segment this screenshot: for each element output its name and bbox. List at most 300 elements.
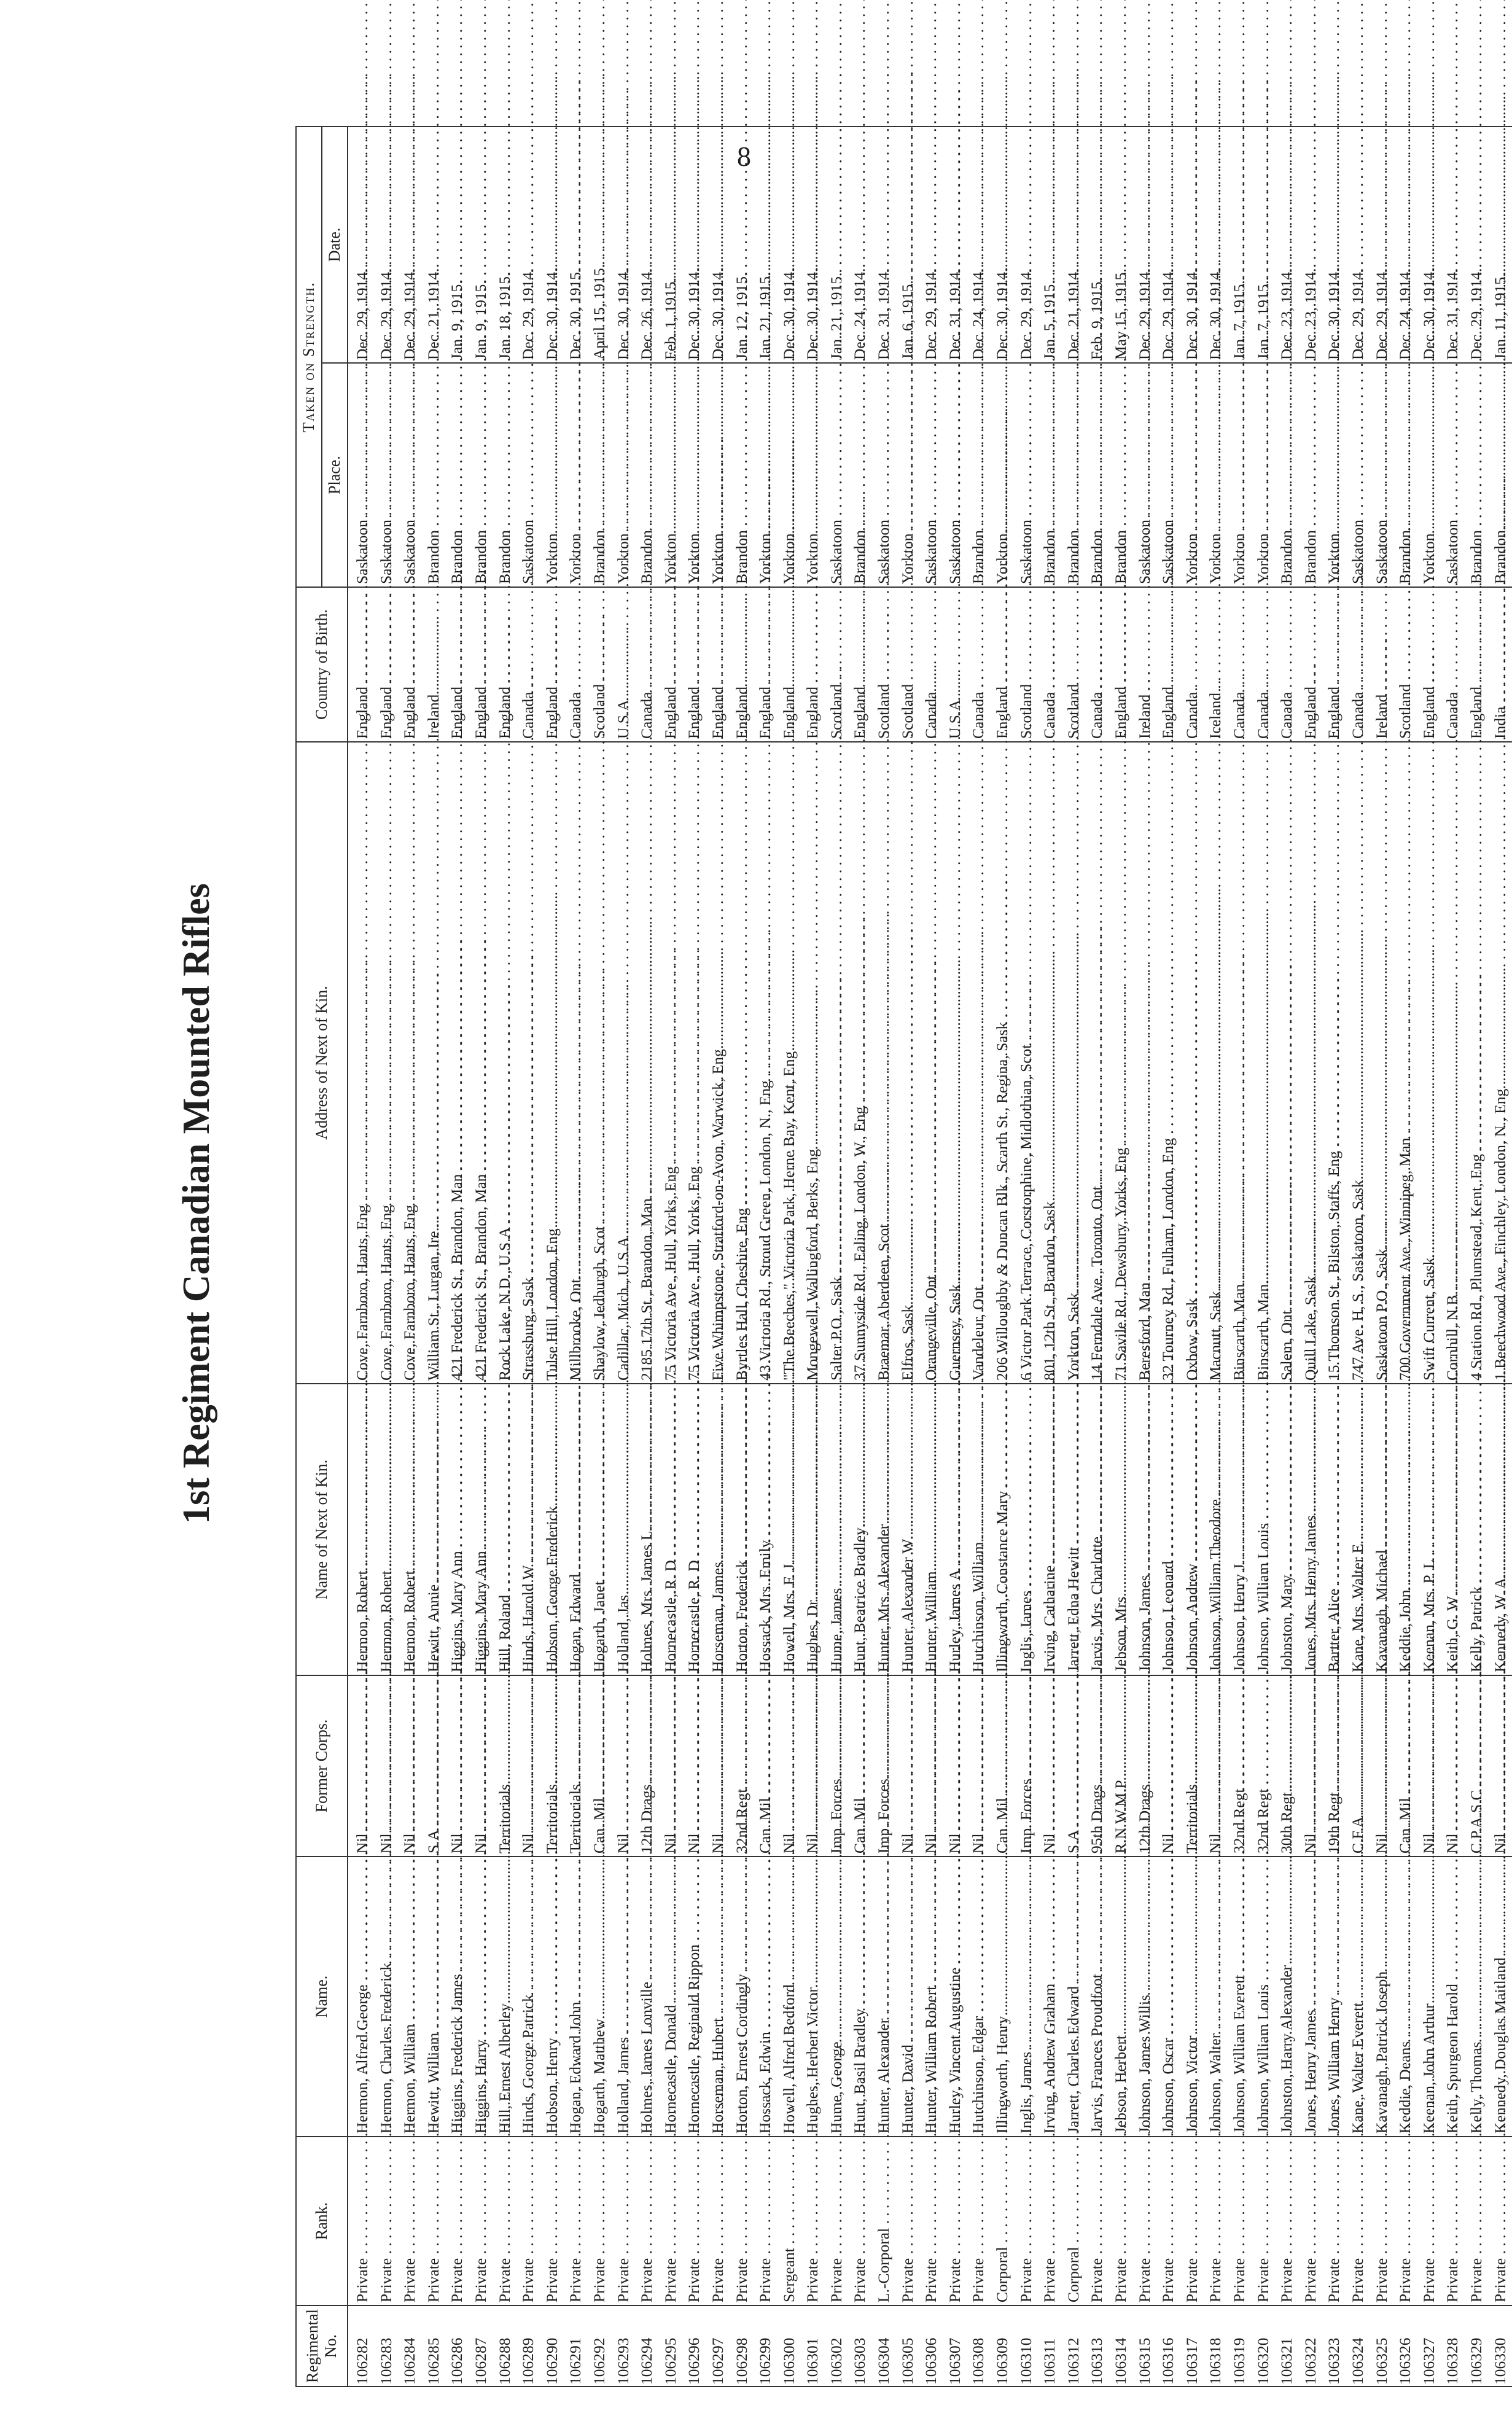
cell-date: Dec. 31, 1914.	[943, 127, 967, 363]
cell-country-of-birth: England . . .	[1322, 587, 1346, 742]
cell-date: Dec. 30, 1914.	[1204, 127, 1228, 363]
cell-date: Feb. 9, 1915.	[1085, 127, 1109, 363]
cell-address: Millbrooke, Ont . . .	[564, 742, 588, 1384]
cell-next-of-kin: Johnson, Henry J . . .	[1228, 1384, 1252, 1675]
cell-former-corps: Can. Mil . . .	[991, 1675, 1015, 1857]
cell-next-of-kin: Illingworth, Constance Mary . . .	[991, 1384, 1015, 1675]
table-row	[1370, 127, 1394, 2387]
cell-date: Dec. 29, 1914.	[1133, 127, 1157, 363]
cell-former-corps: Imp. Forces . . .	[825, 1675, 849, 1857]
cell-former-corps: Territorials . . .	[1180, 1675, 1204, 1857]
cell-regimental-no: 106290	[540, 2305, 564, 2387]
cell-place: Yorkton . . .	[1180, 363, 1204, 587]
cell-regimental-no: 106326	[1393, 2305, 1417, 2387]
cell-regimental-no: 106299	[754, 2305, 777, 2387]
cell-former-corps: Nil . . .	[445, 1675, 469, 1857]
cell-address: Salem, Ont . . .	[1275, 742, 1299, 1384]
cell-address: 75 Victoria Ave., Hull, Yorks, Eng . . .	[682, 742, 706, 1384]
header-former-corps: Former Corps.	[296, 1675, 348, 1857]
cell-place: Brandon . . .	[1085, 363, 1109, 587]
cell-country-of-birth: Ireland . . .	[422, 587, 446, 742]
cell-date: Dec. 30, 1914.	[540, 127, 564, 363]
cell-country-of-birth: England . . .	[540, 587, 564, 742]
cell-former-corps: Nil . . .	[348, 1675, 375, 1857]
table-row	[1441, 127, 1465, 2387]
cell-rank: Private . . .	[1417, 2137, 1441, 2305]
cell-country-of-birth: England . . .	[445, 587, 469, 742]
cell-address: 6 Victor Park Terrace, Corstorphine, Midlothian, Scot . . .	[1015, 742, 1039, 1384]
cell-address: 801, 12th St., Brandon, Sask . . .	[1038, 742, 1062, 1384]
page-title: 1st Regiment Canadian Mounted Rifles	[176, 883, 217, 1524]
table-row	[1322, 127, 1346, 2387]
cell-name: Jebson, Herbert . . .	[1109, 1857, 1133, 2137]
cell-name: Hogan, Edward John . . .	[564, 1857, 588, 2137]
cell-address: Oxbow, Sask . . .	[1180, 742, 1204, 1384]
cell-name: Jones, William Henry . . .	[1322, 1857, 1346, 2137]
cell-regimental-no: 106323	[1322, 2305, 1346, 2387]
cell-name: Keenan, John Arthur . . .	[1417, 1857, 1441, 2137]
cell-rank: Private . . .	[375, 2137, 399, 2305]
cell-date: Dec. 30, 1915.	[564, 127, 588, 363]
cell-regimental-no: 106320	[1252, 2305, 1276, 2387]
cell-address: Cove, Farnboro, Hants, Eng . . .	[348, 742, 375, 1384]
cell-rank: Private . . .	[1109, 2137, 1133, 2305]
cell-former-corps: Nil . . .	[516, 1675, 540, 1857]
cell-next-of-kin: Hobson, George Frederick . . .	[540, 1384, 564, 1675]
cell-regimental-no: 106284	[398, 2305, 422, 2387]
cell-address: Swift Current, Sask . . .	[1417, 742, 1441, 1384]
cell-rank: Private . . .	[1252, 2137, 1276, 2305]
cell-next-of-kin: Howell, Mrs. F. J . . .	[777, 1384, 801, 1675]
cell-next-of-kin: Hornecastle, R. D . . .	[659, 1384, 683, 1675]
cell-place: Saskatoon . . .	[943, 363, 967, 587]
cell-name: Hornecastle, Donald . . .	[659, 1857, 683, 2137]
table-row	[1393, 127, 1417, 2387]
cell-rank: L.-Corporal . . .	[872, 2137, 896, 2305]
cell-date: Dec. 29, 1914.	[375, 127, 399, 363]
cell-regimental-no: 106297	[706, 2305, 730, 2387]
cell-date: Dec. 30, 1914.	[1322, 127, 1346, 363]
cell-place: Saskatoon . . .	[872, 363, 896, 587]
cell-place: Brandon . . .	[1465, 363, 1489, 587]
cell-date: Jan. 7, 1915.	[1252, 127, 1276, 363]
cell-place: Brandon . . .	[1109, 363, 1133, 587]
cell-former-corps: C.F.A . . .	[1346, 1675, 1370, 1857]
cell-date: Dec. 29, 1914.	[919, 127, 943, 363]
cell-date: Jan. 7, 1915.	[1228, 127, 1252, 363]
cell-regimental-no: 106305	[896, 2305, 920, 2387]
cell-country-of-birth: U.S.A . . .	[943, 587, 967, 742]
cell-rank: Private . . .	[493, 2137, 517, 2305]
cell-address: "The Beeches," Victoria Park, Herne Bay, Kent, Eng . . .	[777, 742, 801, 1384]
cell-date: Jan. 21, 1915.	[825, 127, 849, 363]
page-number: 8	[737, 141, 751, 172]
cell-date: Dec. 30, 1914.	[1180, 127, 1204, 363]
cell-former-corps: 12th Drags . . .	[1133, 1675, 1157, 1857]
cell-rank: Private . . .	[1465, 2137, 1489, 2305]
cell-country-of-birth: England . . .	[1156, 587, 1180, 742]
cell-name: Higgins, Frederick James . . .	[445, 1857, 469, 2137]
cell-former-corps: Nil . . .	[1441, 1675, 1465, 1857]
cell-name: Hunter, Alexander . . .	[872, 1857, 896, 2137]
cell-former-corps: S.A . . .	[422, 1675, 446, 1857]
cell-name: Inglis, James . . .	[1015, 1857, 1039, 2137]
cell-date: Jan. 18, 1915.	[493, 127, 517, 363]
cell-next-of-kin: Hewitt, Annie . . .	[422, 1384, 446, 1675]
cell-place: Yorkton . . .	[801, 363, 825, 587]
cell-date: Dec. 23, 1914.	[1275, 127, 1299, 363]
cell-regimental-no: 106316	[1156, 2305, 1180, 2387]
cell-rank: Private . . .	[348, 2137, 375, 2305]
cell-date: Dec. 24, 1914.	[848, 127, 872, 363]
cell-rank: Private . . .	[635, 2137, 659, 2305]
cell-name: Hunter, David . . .	[896, 1857, 920, 2137]
cell-place: Brandon . . .	[1393, 363, 1417, 587]
cell-place: Brandon . . .	[445, 363, 469, 587]
cell-address: Beresford, Man . . .	[1133, 742, 1157, 1384]
cell-place: Saskatoon . . .	[398, 363, 422, 587]
cell-rank: Private . . .	[1015, 2137, 1039, 2305]
cell-address: 700 Government Ave., Winnipeg, Man . . .	[1393, 742, 1417, 1384]
cell-next-of-kin: Keith, G. W . . .	[1441, 1384, 1465, 1675]
cell-former-corps: Nil . . .	[1156, 1675, 1180, 1857]
cell-address: 421 Frederick St., Brandon, Man . . .	[469, 742, 493, 1384]
cell-country-of-birth: England . . .	[706, 587, 730, 742]
table-row	[1275, 127, 1299, 2387]
cell-place: Brandon . . .	[422, 363, 446, 587]
cell-rank: Corporal . . .	[1062, 2137, 1086, 2305]
table-row	[1015, 127, 1039, 2387]
table-row	[422, 127, 446, 2387]
cell-former-corps: Nil . . .	[469, 1675, 493, 1857]
table-row	[777, 127, 801, 2387]
table-row	[848, 127, 872, 2387]
cell-country-of-birth: Scotland . . .	[1015, 587, 1039, 742]
cell-former-corps: Nil . . .	[375, 1675, 399, 1857]
cell-next-of-kin: Hermon, Robert . . .	[348, 1384, 375, 1675]
cell-country-of-birth: Scotland . . .	[872, 587, 896, 742]
cell-place: Saskatoon . . .	[1346, 363, 1370, 587]
cell-place: Saskatoon . . .	[1015, 363, 1039, 587]
cell-regimental-no: 106328	[1441, 2305, 1465, 2387]
cell-country-of-birth: England . . .	[682, 587, 706, 742]
cell-former-corps: Imp. Forces . . .	[872, 1675, 896, 1857]
table-row	[348, 127, 375, 2387]
cell-rank: Private . . .	[659, 2137, 683, 2305]
cell-name: Kavanagh, Patrick Joseph . . .	[1370, 1857, 1394, 2137]
cell-place: Yorkton . . .	[896, 363, 920, 587]
cell-rank: Private . . .	[445, 2137, 469, 2305]
cell-date: Dec. 29, 1914.	[398, 127, 422, 363]
cell-regimental-no: 106283	[375, 2305, 399, 2387]
cell-rank: Private . . .	[540, 2137, 564, 2305]
cell-address: Five Whimpstone, Stratford-on-Avon, Warwick, Eng . . .	[706, 742, 730, 1384]
cell-country-of-birth: Canada . . .	[1275, 587, 1299, 742]
cell-regimental-no: 106298	[730, 2305, 754, 2387]
cell-former-corps: Nil . . .	[706, 1675, 730, 1857]
cell-name: Hurley, Vincent Augustine . . .	[943, 1857, 967, 2137]
cell-country-of-birth: Scotland . . .	[896, 587, 920, 742]
cell-name: Illingworth, Henry . . .	[991, 1857, 1015, 2137]
cell-former-corps: Can. Mil . . .	[848, 1675, 872, 1857]
cell-name: Hermon, Alfred George . . .	[348, 1857, 375, 2137]
cell-former-corps: Nil . . .	[943, 1675, 967, 1857]
cell-address: Yorkton, Sask . . .	[1062, 742, 1086, 1384]
cell-country-of-birth: Canada . . .	[1346, 587, 1370, 742]
cell-rank: Private . . .	[1038, 2137, 1062, 2305]
cell-next-of-kin: Kavanagh, Michael . . .	[1370, 1384, 1394, 1675]
cell-regimental-no: 106292	[588, 2305, 612, 2387]
cell-name: Johnston, Harry Alexander . . .	[1275, 1857, 1299, 2137]
table-row	[1489, 127, 1512, 2387]
cell-name: Jarrett, Charles Edward . . .	[1062, 1857, 1086, 2137]
table-row	[682, 127, 706, 2387]
cell-rank: Private . . .	[1204, 2137, 1228, 2305]
cell-country-of-birth: England . . .	[493, 587, 517, 742]
cell-regimental-no: 106319	[1228, 2305, 1252, 2387]
cell-name: Kelly, Thomas . . .	[1465, 1857, 1489, 2137]
cell-former-corps: Nil . . .	[398, 1675, 422, 1857]
cell-regimental-no: 106309	[991, 2305, 1015, 2387]
table-row	[564, 127, 588, 2387]
cell-place: Saskatoon . . .	[348, 363, 375, 587]
cell-next-of-kin: Jarvis, Mrs. Charlotte . . .	[1085, 1384, 1109, 1675]
cell-address: 43 Victoria Rd., Stroud Green, London, N., Eng . . .	[754, 742, 777, 1384]
table-row	[1465, 127, 1489, 2387]
table-row	[1299, 127, 1323, 2387]
cell-former-corps: 32nd Regt . . .	[1252, 1675, 1276, 1857]
cell-rank: Corporal . . .	[991, 2137, 1015, 2305]
cell-place: Saskatoon . . .	[825, 363, 849, 587]
cell-name: Johnson, William Louis . . .	[1252, 1857, 1276, 2137]
cell-address: Mongewell, Wallingford, Berks, Eng . . .	[801, 742, 825, 1384]
table-row	[375, 127, 399, 2387]
cell-country-of-birth: England . . .	[375, 587, 399, 742]
cell-rank: Private . . .	[730, 2137, 754, 2305]
cell-address: 32 Tourney Rd., Fulham, London, Eng . . .	[1156, 742, 1180, 1384]
cell-rank: Private . . .	[801, 2137, 825, 2305]
cell-place: Yorkton . . .	[754, 363, 777, 587]
cell-name: Keith, Spurgeon Harold . . .	[1441, 1857, 1465, 2137]
table-row	[493, 127, 517, 2387]
table-row	[588, 127, 612, 2387]
cell-name: Johnson, James Willis . . .	[1133, 1857, 1157, 2137]
cell-country-of-birth: Canada . . .	[1252, 587, 1276, 742]
table-row	[991, 127, 1015, 2387]
cell-next-of-kin: Hunter, William . . .	[919, 1384, 943, 1675]
cell-next-of-kin: Hunter, Mrs. Alexander . . .	[872, 1384, 896, 1675]
cell-former-corps: R.N.W.M.P . . .	[1109, 1675, 1133, 1857]
cell-name: Hunt, Basil Bradley . . .	[848, 1857, 872, 2137]
cell-rank: Private . . .	[967, 2137, 991, 2305]
cell-name: Keddie, Deans . . .	[1393, 1857, 1417, 2137]
cell-address: 747 Ave. H, S., Saskatoon, Sask . . .	[1346, 742, 1370, 1384]
cell-next-of-kin: Hogan, Edward . . .	[564, 1384, 588, 1675]
cell-rank: Private . . .	[588, 2137, 612, 2305]
cell-name: Jones, Henry James . . .	[1299, 1857, 1323, 2137]
cell-date: Dec. 24, 1914.	[967, 127, 991, 363]
cell-address: Cove, Farnboro, Hants, Eng . . .	[375, 742, 399, 1384]
cell-rank: Private . . .	[1441, 2137, 1465, 2305]
table-row	[1038, 127, 1062, 2387]
cell-name: Kane, Walter Everett . . .	[1346, 1857, 1370, 2137]
cell-regimental-no: 106314	[1109, 2305, 1133, 2387]
cell-rank: Private . . .	[469, 2137, 493, 2305]
cell-regimental-no: 106301	[801, 2305, 825, 2387]
cell-regimental-no: 106329	[1465, 2305, 1489, 2387]
cell-address: 1 Beechwood Ave., Finchley, London, N., Eng . . .	[1489, 742, 1512, 1384]
cell-country-of-birth: Ireland . . .	[1133, 587, 1157, 742]
cell-regimental-no: 106312	[1062, 2305, 1086, 2387]
cell-regimental-no: 106307	[943, 2305, 967, 2387]
cell-former-corps: Nil . . .	[801, 1675, 825, 1857]
cell-country-of-birth: Canada . . .	[635, 587, 659, 742]
cell-address: Macnutt, Sask . . .	[1204, 742, 1228, 1384]
cell-next-of-kin: Johnson, Andrew . . .	[1180, 1384, 1204, 1675]
cell-date: Jan. 21, 1915.	[754, 127, 777, 363]
cell-next-of-kin: Hughes, Dr . . .	[801, 1384, 825, 1675]
cell-rank: Private . . .	[564, 2137, 588, 2305]
cell-rank: Private . . .	[612, 2137, 636, 2305]
cell-place: Yorkton . . .	[564, 363, 588, 587]
table-row	[612, 127, 636, 2387]
cell-regimental-no: 106318	[1204, 2305, 1228, 2387]
cell-former-corps: Nil . . .	[682, 1675, 706, 1857]
cell-country-of-birth: England . . .	[398, 587, 422, 742]
cell-country-of-birth: England . . .	[1417, 587, 1441, 742]
cell-regimental-no: 106303	[848, 2305, 872, 2387]
cell-former-corps: Nil . . .	[896, 1675, 920, 1857]
cell-former-corps: Nil . . .	[1038, 1675, 1062, 1857]
cell-place: Brandon . . .	[635, 363, 659, 587]
cell-address: Binscarth, Man . . .	[1228, 742, 1252, 1384]
cell-date: Dec. 23, 1914.	[1299, 127, 1323, 363]
cell-next-of-kin: Hermon, Robert . . .	[398, 1384, 422, 1675]
cell-place: Yorkton . . .	[777, 363, 801, 587]
cell-country-of-birth: England . . .	[659, 587, 683, 742]
cell-former-corps: 19th Regt . . .	[1322, 1675, 1346, 1857]
table-row	[825, 127, 849, 2387]
cell-place: Brandon . . .	[588, 363, 612, 587]
cell-next-of-kin: Hunter, Alexander W . . .	[896, 1384, 920, 1675]
cell-place: Yorkton . . .	[612, 363, 636, 587]
cell-country-of-birth: England . . .	[469, 587, 493, 742]
cell-place: Saskatoon . . .	[375, 363, 399, 587]
cell-next-of-kin: Keddie, John . . .	[1393, 1384, 1417, 1675]
cell-place: Brandon . . .	[1299, 363, 1323, 587]
cell-address: 4 Station Rd., Plumstead, Kent, Eng . . .	[1465, 742, 1489, 1384]
table-row	[754, 127, 777, 2387]
cell-next-of-kin: Hinds, Harold W . . .	[516, 1384, 540, 1675]
cell-former-corps: Territorials . . .	[564, 1675, 588, 1857]
cell-rank: Private . . .	[896, 2137, 920, 2305]
cell-name: Hermon, William . . .	[398, 1857, 422, 2137]
cell-date: Dec. 30, 1914.	[801, 127, 825, 363]
cell-place: Saskatoon . . .	[516, 363, 540, 587]
table-row	[1133, 127, 1157, 2387]
cell-next-of-kin: Inglis, James . . .	[1015, 1384, 1039, 1675]
cell-regimental-no: 106325	[1370, 2305, 1394, 2387]
cell-country-of-birth: Canada . . .	[1228, 587, 1252, 742]
cell-place: Yorkton . . .	[659, 363, 683, 587]
cell-next-of-kin: Hill, Roland . . .	[493, 1384, 517, 1675]
cell-country-of-birth: Ireland . . .	[1370, 587, 1394, 742]
cell-date: Jan. 11, 1915.	[1489, 127, 1512, 363]
cell-country-of-birth: India . . .	[1489, 587, 1512, 742]
cell-address: 15 Thomson St., Bilston, Staffs, Eng . . .	[1322, 742, 1346, 1384]
cell-former-corps: C.P.A.S.C . . .	[1465, 1675, 1489, 1857]
cell-place: Yorkton . . .	[682, 363, 706, 587]
header-place: Place.	[322, 363, 348, 587]
cell-country-of-birth: England . . .	[777, 587, 801, 742]
cell-rank: Private . . .	[1299, 2137, 1323, 2305]
table-row	[445, 127, 469, 2387]
cell-former-corps: 30th Regt . . .	[1275, 1675, 1299, 1857]
cell-former-corps: Nil . . .	[967, 1675, 991, 1857]
table-row	[540, 127, 564, 2387]
cell-name: Johnson, Victor . . .	[1180, 1857, 1204, 2137]
cell-rank: Private . . .	[398, 2137, 422, 2305]
cell-regimental-no: 106288	[493, 2305, 517, 2387]
cell-former-corps: 32nd Regt . . .	[730, 1675, 754, 1857]
table-row	[1109, 127, 1133, 2387]
nominal-roll-table-container	[295, 127, 1509, 2387]
header-address: Address of Next of Kin.	[296, 742, 348, 1384]
cell-address: 37 Sunnyside Rd., Ealing, London, W., Eng . . .	[848, 742, 872, 1384]
cell-country-of-birth: Scotland . . .	[1062, 587, 1086, 742]
cell-country-of-birth: Iceland . . .	[1204, 587, 1228, 742]
cell-regimental-no: 106327	[1417, 2305, 1441, 2387]
cell-country-of-birth: Canada . . .	[516, 587, 540, 742]
cell-place: Yorkton . . .	[706, 363, 730, 587]
cell-address: Cove, Farnboro, Hants, Eng . . .	[398, 742, 422, 1384]
header-rank: Rank.	[296, 2137, 348, 2305]
cell-former-corps: 12th Drags . . .	[635, 1675, 659, 1857]
cell-former-corps: Imp. Forces . . .	[1015, 1675, 1039, 1857]
cell-next-of-kin: Higgins, Mary Ann . . .	[445, 1384, 469, 1675]
cell-address: Quill Lake, Sask . . .	[1299, 742, 1323, 1384]
cell-rank: Private . . .	[706, 2137, 730, 2305]
cell-rank: Private . . .	[919, 2137, 943, 2305]
cell-name: Horseman, Hubert . . .	[706, 1857, 730, 2137]
table-row	[1228, 127, 1252, 2387]
cell-regimental-no: 106300	[777, 2305, 801, 2387]
cell-country-of-birth: England . . .	[801, 587, 825, 742]
cell-next-of-kin: Hume, James . . .	[825, 1384, 849, 1675]
cell-next-of-kin: Jones, Mrs. Henry James . . .	[1299, 1384, 1323, 1675]
cell-former-corps: Nil . . .	[1299, 1675, 1323, 1857]
cell-country-of-birth: England . . .	[991, 587, 1015, 742]
cell-rank: Private . . .	[682, 2137, 706, 2305]
cell-rank: Private . . .	[848, 2137, 872, 2305]
table-row	[1156, 127, 1180, 2387]
cell-address: William St., Lurgan, Ire . . .	[422, 742, 446, 1384]
cell-country-of-birth: England . . .	[730, 587, 754, 742]
cell-regimental-no: 106296	[682, 2305, 706, 2387]
cell-former-corps: Nil . . .	[612, 1675, 636, 1857]
cell-date: Dec. 29, 1914.	[516, 127, 540, 363]
cell-country-of-birth: Canada . . .	[1085, 587, 1109, 742]
cell-rank: Private . . .	[516, 2137, 540, 2305]
cell-name: Irving, Andrew Graham . . .	[1038, 1857, 1062, 2137]
cell-regimental-no: 106294	[635, 2305, 659, 2387]
cell-country-of-birth: England . . .	[754, 587, 777, 742]
table-row	[706, 127, 730, 2387]
cell-rank: Sergeant . . .	[777, 2137, 801, 2305]
cell-rank: Private . . .	[1228, 2137, 1252, 2305]
cell-name: Hume, George . . .	[825, 1857, 849, 2137]
cell-date: Jan. 5, 1915.	[1038, 127, 1062, 363]
